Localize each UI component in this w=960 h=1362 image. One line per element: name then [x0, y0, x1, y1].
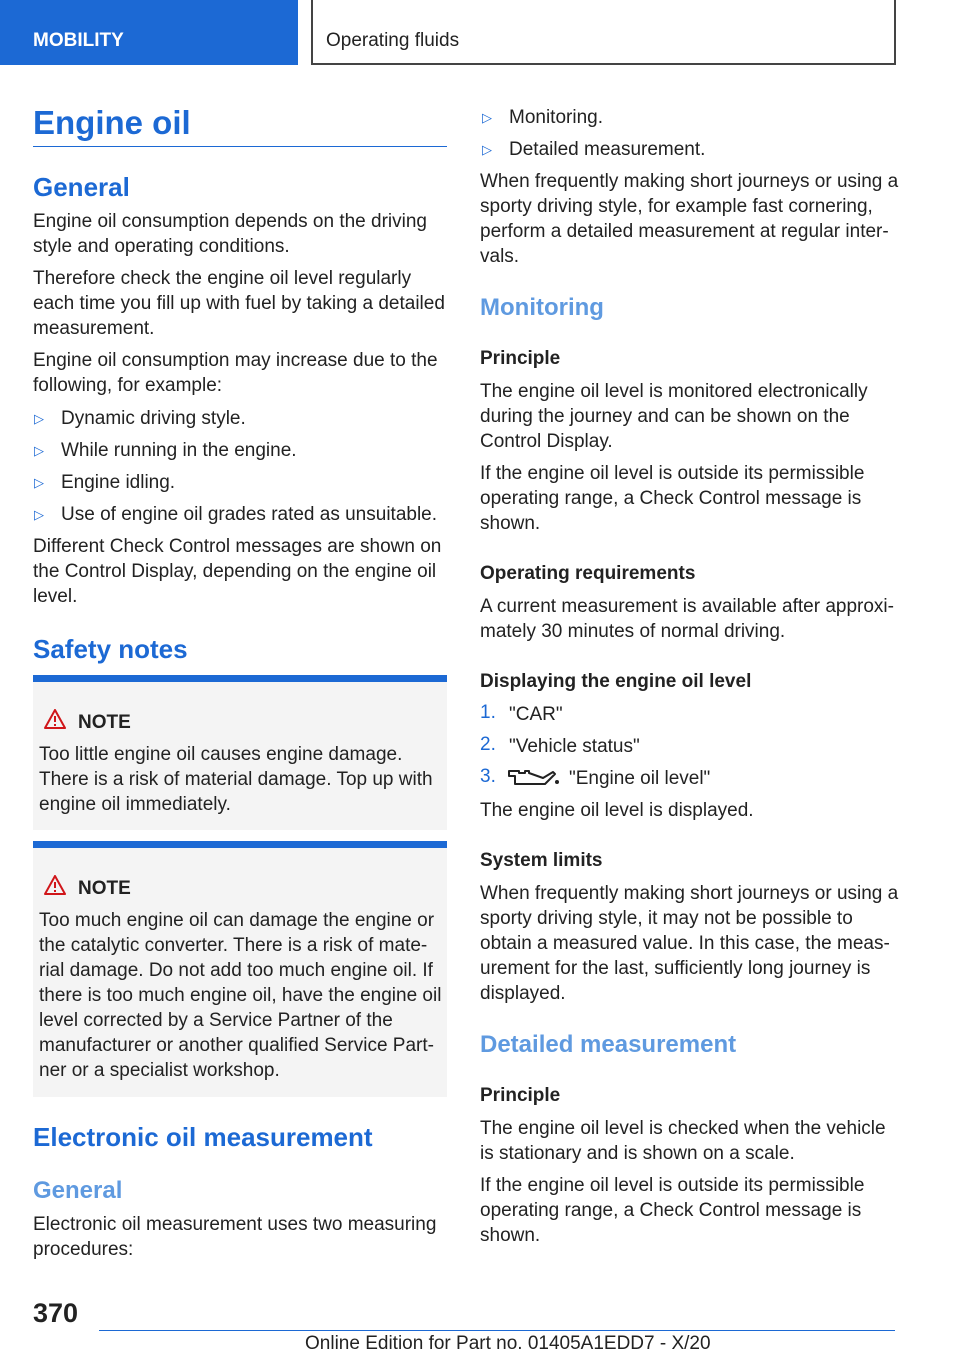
note-title: NOTE — [78, 712, 131, 733]
list-item: Dynamic driving style. — [61, 408, 246, 429]
system-limits-paragraph: When frequently making short journeys or using a sporty driving style, it may not be possible to obtain a measured value. In this case, the measurement for the last, sufficiently long journey is displayed. — [480, 883, 899, 1004]
list-item: Detailed measurement. — [509, 139, 706, 160]
system-limits-heading: System limits — [480, 850, 603, 871]
principle-paragraph-2: If the engine oil level is outside its permissible operating range, a Check Control message is shown. — [480, 463, 865, 534]
step-text: "Vehicle status" — [509, 736, 640, 757]
step-number: 3. — [480, 766, 496, 787]
oil-can-icon — [507, 766, 561, 788]
bullet-icon: ▷ — [34, 507, 44, 522]
page-title: Engine oil — [33, 104, 191, 141]
principle-heading: Principle — [480, 348, 561, 369]
principle-paragraph-1: The engine oil level is monitored electronically during the journey and can be shown on the Control Display. — [480, 381, 868, 452]
detailed-measurement-heading: Detailed measurement — [480, 1031, 737, 1058]
list-item: Monitoring. — [509, 107, 603, 128]
operating-requirements-heading: Operating requirements — [480, 563, 696, 584]
eom-general-heading: General — [33, 1177, 123, 1204]
electronic-oil-heading: Electronic oil measurement — [33, 1122, 373, 1152]
general-paragraph-1: Engine oil consumption depends on the driving style and operating conditions. — [33, 211, 427, 257]
step-text: "Engine oil level" — [569, 768, 711, 789]
bullet-icon: ▷ — [482, 142, 492, 157]
bullet-icon: ▷ — [34, 411, 44, 426]
monitoring-heading: Monitoring — [480, 294, 604, 321]
principle-heading-2: Principle — [480, 1085, 561, 1106]
general-paragraph-3: Engine oil consumption may increase due to the following, for example: — [33, 350, 438, 396]
title-rule — [33, 146, 447, 147]
list-item: While running in the engine. — [61, 440, 297, 461]
note-title: NOTE — [78, 878, 131, 899]
header-section: MOBILITY — [0, 0, 298, 65]
warning-icon — [44, 875, 66, 895]
general-heading: General — [33, 172, 130, 202]
bullet-icon: ▷ — [482, 110, 492, 125]
general-paragraph-2: Therefore check the engine oil level regularly each time you fill up with fuel by taking a detailed measurement. — [33, 268, 445, 339]
principle2-paragraph-1: The engine oil level is checked when the vehicle is stationary and is shown on a scale. — [480, 1118, 886, 1164]
warning-icon — [44, 709, 66, 729]
header-chapter: Operating fluids — [311, 0, 896, 65]
safety-notes-heading: Safety notes — [33, 634, 188, 664]
operating-requirements-paragraph: A current measurement is available after approximately 30 minutes of normal driving. — [480, 596, 894, 642]
step-number: 1. — [480, 702, 496, 723]
page-number: 370 — [33, 1298, 79, 1328]
general-paragraph-4: Different Check Control messages are shown on the Control Display, depending on the engine oil level. — [33, 536, 442, 607]
note-text: Too little engine oil causes engine damage. There is a risk of material damage. Top up with engine oil immediately. — [39, 744, 433, 815]
step-text: "CAR" — [509, 704, 563, 725]
eom-paragraph: Electronic oil measurement uses two measuring procedures: — [33, 1214, 437, 1260]
principle2-paragraph-2: If the engine oil level is outside its permissible operating range, a Check Control message is shown. — [480, 1175, 865, 1246]
displaying-heading: Displaying the engine oil level — [480, 671, 752, 692]
note-box-2 — [33, 841, 447, 1097]
footer-edition: Online Edition for Part no. 01405A1EDD7 - X/20 — [305, 1333, 711, 1354]
footer-rule — [99, 1330, 895, 1331]
displayed-paragraph: The engine oil level is displayed. — [480, 800, 754, 821]
note-box-1 — [33, 675, 447, 830]
note-text: Too much engine oil can damage the engine or the catalytic converter. There is a risk of material damage. Do not add too much engine oil. If there is too much engine oil, have the engine oil level corrected by a Service Partner of the manufacturer or another qualified Service Partner or a specialist workshop. — [39, 910, 442, 1081]
measurement-paragraph: When frequently making short journeys or using a sporty driving style, for example fast cornering, perform a detailed measurement at regular intervals. — [480, 171, 899, 267]
bullet-icon: ▷ — [34, 475, 44, 490]
list-item: Engine idling. — [61, 472, 176, 493]
step-number: 2. — [480, 734, 496, 755]
bullet-icon: ▷ — [34, 443, 44, 458]
list-item: Use of engine oil grades rated as unsuitable. — [61, 504, 438, 525]
